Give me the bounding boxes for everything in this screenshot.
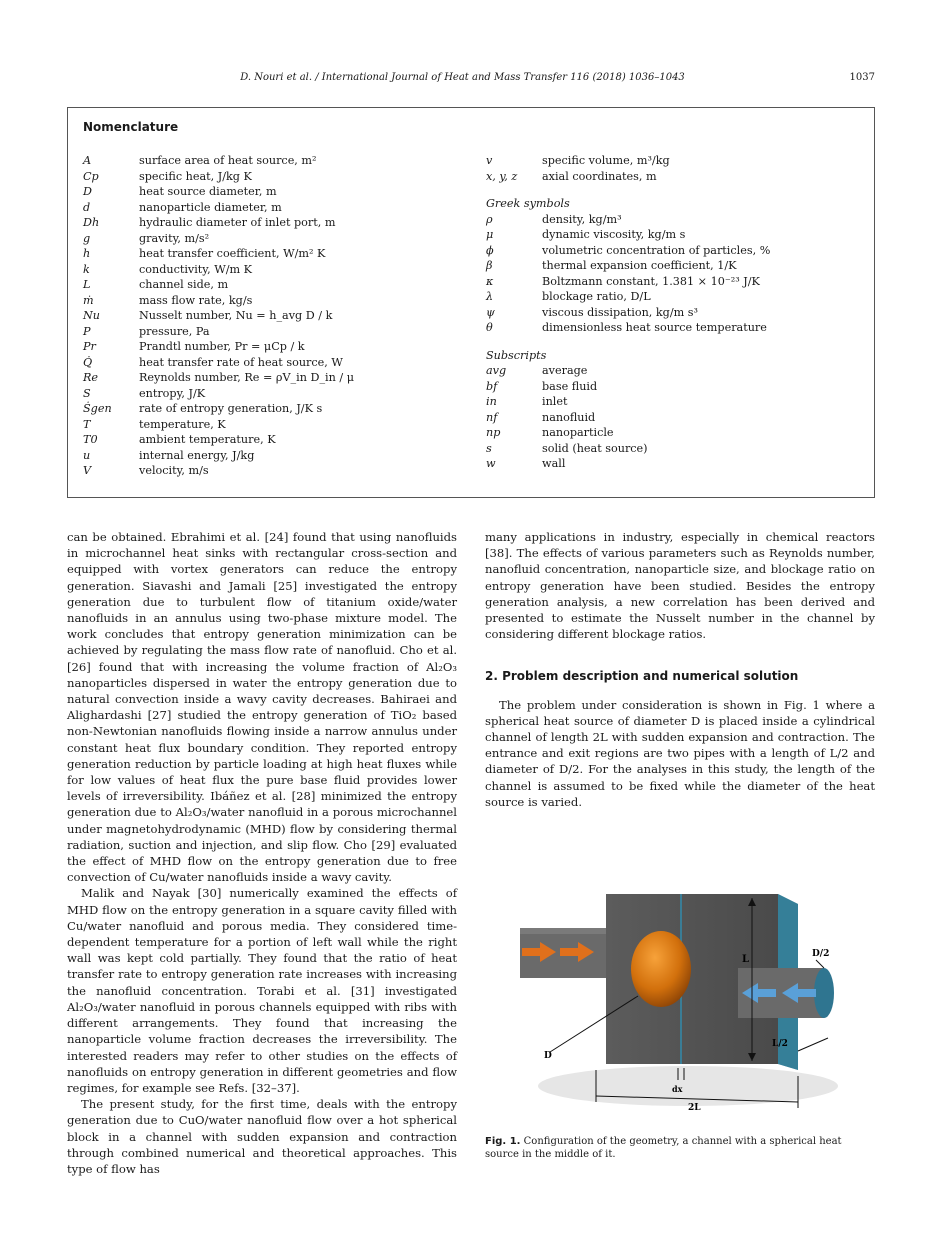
symbol: κ [486,274,494,288]
nomenclature-entry [486,379,866,395]
paragraph: many applications in industry, especially in chemical reactors [38]. The effects of various parameters such as Reynolds number, nanofluid concentration, nanoparticle size, and blockage ratio on entropy generation have been studied. Besides the entropy generation analysis, a new correlation has been derived and presented to estimate the Nusselt number in the channel by considering different blockage ratios. [485,530,875,642]
symbol: D [83,185,92,198]
symbol: Q̇ [83,355,93,369]
symbol: np [486,426,501,439]
symbol: Dh [83,216,100,229]
symbol: A [83,154,92,167]
definition: entropy, J/K [139,386,206,400]
definition: Boltzmann constant, 1.381 × 10⁻²³ J/K [542,274,760,288]
paragraph: can be obtained. Ebrahimi et al. [24] found that using nanofluids in microchannel heat sinks with rectangular cross-section and equipped with vortex generators can reduce the entropy generation. Siavashi and Jamali [25] investigated the entropy generation due to turbulent flow of titanium oxide/water nanofluids in an annulus using two-phase mixture model. The work concludes that entropy generation minimization can be achieved by regulating the mass flow rate of nanofluid. Cho et al. [26] found that with increasing the volume fraction of Al₂O₃ nanoparticles dispersed in water the entropy generation due to natural convection inside a wavy cavity decreases. Bahiraei and Alighardashi [27] studied the entropy generation of TiO₂ based non-Newtonian nanofluids flowing inside a narrow annulus under constant heat flux boundary condition. They reported entropy generation reduction by particle loading at high heat fluxes while for low values of heat flux the pure base fluid provides lower levels of irreversibility. Ibáñez et al. [28] minimized the entropy generation due to Al₂O₃/water nanofluid in a porous microchannel under magnetohydrodynamic (MHD) flow by considering thermal radiation, suction and injection, and slip flow. Cho [29] evaluated the effect of MHD flow on the entropy generation due to free convection of Cu/water nanofluids inside a wavy cavity. [67,530,457,885]
definition: solid (heat source) [542,441,648,455]
definition: heat transfer rate of heat source, W [139,355,343,369]
nomenclature-entry [83,324,463,340]
nomenclature-entry [486,394,866,410]
definition: nanofluid [542,410,596,424]
nomenclature-entry [83,293,463,309]
symbol: L [83,278,91,291]
symbol: s [486,441,492,455]
nomenclature-entry [486,456,866,472]
nomenclature-entry [486,227,866,243]
definition: internal energy, J/kg [139,448,255,462]
figure-caption [485,1135,875,1161]
body-left-column [67,529,457,1177]
symbol: ρ [486,212,493,226]
nomenclature-entry [83,401,463,417]
definition: channel side, m [139,278,229,291]
figure-1 [498,856,864,1119]
nomenclature-right-column [486,153,866,472]
nomenclature-entry [83,417,463,433]
nomenclature-entry [486,153,866,169]
nomenclature-entry [486,274,866,290]
definition: Prandtl number, Pr = μCp / k [139,340,305,353]
paragraph: The problem under consideration is shown in Fig. 1 where a spherical heat source of diameter D is placed inside a cylindrical channel of length 2L with sudden expansion and contraction. The entrance and exit regions are two pipes with a length of L/2 and diameter of D/2. For the analyses in this study, the length of the channel is assumed to be fixed while the diameter of the heat source is varied. [485,697,875,809]
shadow [538,1066,838,1106]
definition: volumetric concentration of particles, % [542,243,771,257]
definition: heat source diameter, m [139,185,277,198]
definition: thermal expansion coefficient, 1/K [542,259,737,272]
section-heading: 2. Problem description and numerical solution [485,669,799,684]
symbol: β [486,259,493,272]
geometry-diagram [498,856,864,1119]
nomenclature-entry [83,463,463,479]
nomenclature-entry [83,308,463,324]
symbol: T [83,417,91,431]
subscripts-heading: Subscripts [486,348,547,362]
label-D2: D/2 [812,949,830,959]
nomenclature-entry [83,370,463,386]
nomenclature-entry [486,305,866,321]
definition: specific heat, J/kg K [139,169,252,183]
symbol: x, y, z [486,169,518,183]
definition: viscous dissipation, kg/m s³ [542,305,699,319]
symbol: d [83,200,91,214]
label-L: L [742,954,750,965]
nomenclature-entry [486,410,866,426]
definition: wall [542,457,566,470]
symbol: ϕ [486,243,494,257]
symbol: P [83,324,91,338]
definition: surface area of heat source, m² [139,154,317,167]
nomenclature-entry [486,425,866,441]
definition: Reynolds number, Re = ρV_in D_in / μ [139,371,354,384]
symbol: v [486,154,493,167]
symbol: h [83,247,91,260]
definition: axial coordinates, m [542,169,657,183]
symbol: avg [486,364,507,377]
symbol: λ [486,290,494,303]
symbol: Re [83,371,99,384]
symbol: bf [486,379,498,393]
symbol: w [486,457,496,470]
nomenclature-entry [486,243,866,259]
nomenclature-entry [83,246,463,262]
definition: heat transfer coefficient, W/m² K [139,247,326,260]
definition: nanoparticle diameter, m [139,200,282,214]
nomenclature-entry [83,339,463,355]
nomenclature-entry [83,386,463,402]
nomenclature-entry [83,169,463,185]
definition: hydraulic diameter of inlet port, m [139,216,336,229]
symbol: S [83,386,91,400]
definition: mass flow rate, kg/s [139,293,253,307]
nomenclature-entry [486,169,866,185]
nomenclature-entry [486,289,866,305]
definition: dimensionless heat source temperature [542,321,767,334]
definition: specific volume, m³/kg [542,154,670,167]
definition: inlet [542,395,568,408]
symbol: T0 [83,433,98,446]
label-D: D [544,1051,552,1061]
nomenclature-entry [83,184,463,200]
nomenclature-left-column [83,153,463,479]
definition: Nusselt number, Nu = h_avg D / k [139,309,333,322]
nomenclature-title: Nomenclature [83,120,179,134]
definition: density, kg/m³ [542,212,622,226]
label-dx: dx [672,1084,683,1094]
nomenclature-entry [83,432,463,448]
nomenclature-entry [83,215,463,231]
nomenclature-entry [83,200,463,216]
definition: nanoparticle [542,426,614,439]
nomenclature-entry [83,277,463,293]
symbol: ψ [486,305,495,319]
definition: blockage ratio, D/L [542,290,651,303]
nomenclature-entry [486,212,866,228]
definition: pressure, Pa [139,324,210,338]
definition: dynamic viscosity, kg/m s [542,228,686,241]
definition: temperature, K [139,417,226,431]
paragraph: The present study, for the first time, deals with the entropy generation due to CuO/water nanofluid flow over a hot spherical block in a channel with sudden expansion and contraction through combined numerical and theoretical approaches. This type of flow has [67,1097,457,1176]
symbol: nf [486,410,498,424]
definition: rate of entropy generation, J/K s [139,402,323,415]
definition: base fluid [542,379,598,393]
definition: gravity, m/s² [139,231,210,245]
symbol: k [83,262,90,276]
nomenclature-box [67,107,875,498]
definition: conductivity, W/m K [139,262,253,276]
page-number: 1037 [849,72,875,83]
nomenclature-entry [83,153,463,169]
nomenclature-entry [83,262,463,278]
label-L2: L/2 [772,1039,788,1049]
symbol: θ [486,321,493,334]
caption-label: Fig. 1. [485,1136,521,1147]
nomenclature-entry [83,355,463,371]
nomenclature-entry [83,231,463,247]
symbol: g [83,231,91,245]
outlet-pipe-end [814,968,834,1018]
symbol: Nu [83,309,100,322]
label-2L: 2L [688,1103,701,1113]
symbol: V [83,464,92,477]
body-right-column [485,529,875,810]
definition: velocity, m/s [139,464,209,477]
symbol: Ṡgen [83,402,112,415]
definition: ambient temperature, K [139,433,276,446]
greek-symbols-heading: Greek symbols [486,197,570,210]
symbol: in [486,395,497,408]
nomenclature-entry [486,441,866,457]
nomenclature-entry [486,320,866,336]
paragraph: Malik and Nayak [30] numerically examined the effects of MHD flow on the entropy generation in a square cavity filled with Cu/water nanofluid and porous media. They considered time-dependent temperature for a portion of left wall while the right wall was kept cold partially. They found that the ratio of heat transfer rate to entropy generation rate increases with increasing the nanofluid concentration. Torabi et al. [31] investigated Al₂O₃/water nanofluid in porous channels equipped with ribs with different arrangements. They found that increasing the nanoparticle volume fraction decreases the irreversibility. The interested readers may refer to other studies on the effects of nanofluids on entropy generation in different geometries and flow regimes, for example see Refs. [32–37]. [67,886,457,1095]
symbol: ṁ [83,293,94,307]
symbol: Pr [83,340,96,353]
symbol: u [83,448,91,462]
symbol: Cp [83,169,99,183]
journal-citation: D. Nouri et al. / International Journal of Heat and Mass Transfer 116 (2018) 1036–1043 [240,72,685,83]
nomenclature-entry [486,363,866,379]
nomenclature-entry [486,258,866,274]
caption-text: Configuration of the geometry, a channel with a spherical heat source in the middle of it. [485,1136,842,1160]
symbol: μ [486,228,494,241]
definition: average [542,364,588,377]
nomenclature-entry [83,448,463,464]
spherical-heat-source [631,931,691,1007]
